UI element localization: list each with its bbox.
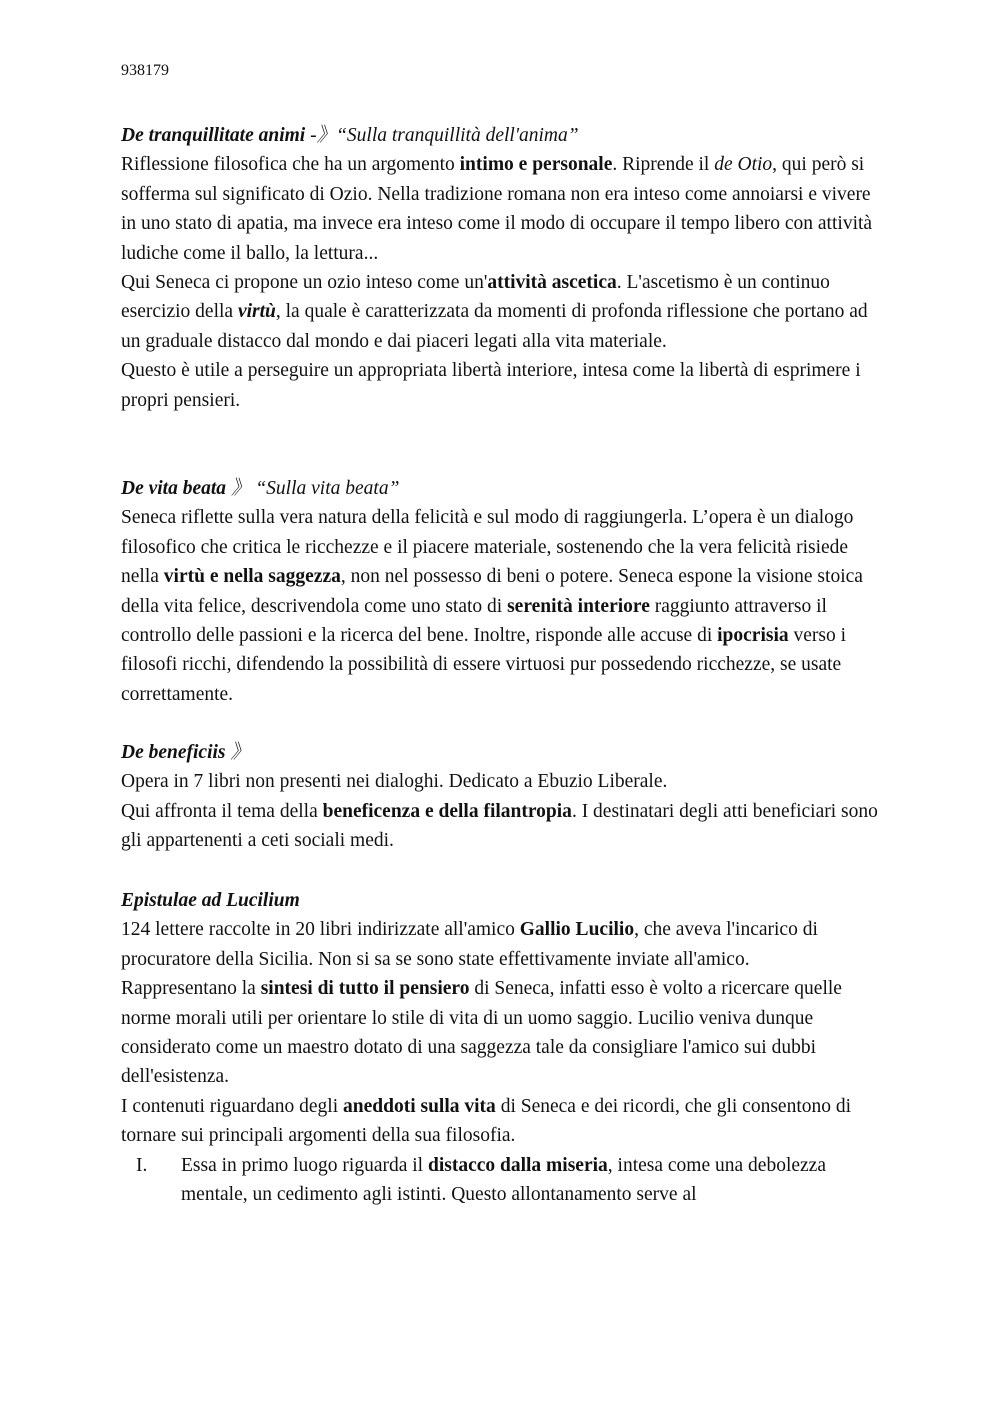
- text-run: di Seneca e dei ricordi, che gli consentono di tornare sui principali argomenti della sua filosofia.: [121, 1095, 852, 1147]
- text-run: Essa in primo luogo riguarda il: [181, 1154, 428, 1176]
- heading-title: De beneficiis: [121, 742, 226, 763]
- text-run: I contenuti riguardano degli: [121, 1095, 344, 1117]
- bold-term: distacco dalla miseria: [427, 1154, 608, 1176]
- bold-term: aneddoti sulla vita: [343, 1095, 496, 1117]
- heading-separator: 》 “: [226, 478, 267, 499]
- bold-italic-term: virtù: [237, 301, 276, 323]
- text-run: . Riprende il: [612, 154, 715, 176]
- italic-term: de Otio: [714, 154, 773, 176]
- text-run: , non nel possesso di beni o potere. Seneca espone la visione stoica della vita felice, descrivendola come uno stato di: [121, 566, 863, 617]
- text-run: , intesa come una debolezza mentale, un cedimento agli istinti. Questo allontanamento serve al: [181, 1154, 826, 1206]
- heading-title: De vita beata: [121, 478, 227, 499]
- bold-term: ipocrisia: [717, 625, 789, 647]
- list-item: [121, 1151, 881, 1210]
- section-heading: [121, 738, 881, 767]
- paragraph: [121, 268, 881, 356]
- paragraph: [121, 503, 881, 709]
- section-de-beneficiis: [121, 738, 881, 856]
- list-marker: I.: [136, 1154, 148, 1176]
- text-run: verso i filosofi ricchi, difendendo la possibilità di essere virtuosi pur possedendo ricchezze, se usate correttamente.: [121, 625, 847, 705]
- paragraph: [121, 797, 881, 856]
- section-de-vita-beata: [121, 474, 881, 709]
- text-run: Qui affronta il tema della: [121, 800, 323, 822]
- document-id: 938179: [121, 62, 169, 79]
- text-run: Rappresentano la: [121, 978, 261, 1000]
- bold-term: intimo e personale: [459, 154, 613, 176]
- bold-term: serenità interiore: [507, 595, 650, 617]
- bold-term: attività ascetica: [487, 272, 617, 294]
- heading-separator: -》: [305, 125, 337, 146]
- text-run: . I destinatari degli atti beneficiari sono gli appartenenti a ceti sociali medi.: [121, 800, 878, 852]
- text-run: Riflessione filosofica che ha un argomento: [121, 154, 460, 176]
- section-de-tranquillitate: [121, 121, 881, 415]
- paragraph: [121, 915, 881, 974]
- heading-title: De tranquillitate animi: [121, 125, 306, 146]
- paragraph: Questo è utile a perseguire un appropriata libertà interiore, intesa come la libertà di esprimere i propri pensieri.: [121, 360, 861, 411]
- heading-subtitle: “Sulla tranquillità dell'anima”: [336, 125, 579, 146]
- roman-list: [121, 1151, 881, 1210]
- text-run: , che aveva l'incarico di procuratore della Sicilia. Non si sa se sono state effettivamente inviate all'amico.: [121, 919, 818, 970]
- section-epistulae: [121, 886, 881, 1209]
- section-heading: [121, 474, 881, 503]
- bold-term: sintesi di tutto il pensiero: [260, 978, 470, 1000]
- bold-term: Gallio Lucilio: [519, 919, 635, 941]
- heading-separator: 》: [225, 742, 250, 763]
- text-run: Qui Seneca ci propone un ozio inteso come un': [121, 272, 488, 294]
- text-run: raggiunto attraverso il controllo delle passioni e la ricerca del bene. Inoltre, risponde alle accuse di: [121, 595, 827, 647]
- bold-term: beneficenza e della filantropia: [322, 800, 572, 822]
- text-run: 124 lettere raccolte in 20 libri indirizzate all'amico: [121, 919, 520, 941]
- bold-term: virtù e nella saggezza: [163, 566, 341, 588]
- text-run: , la quale è caratterizzata da momenti di profonda riflessione che portano ad un graduale distacco dal mondo e dai piaceri legati alla vita materiale.: [121, 301, 868, 352]
- text-run: di Seneca, infatti esso è volto a ricercare quelle norme morali utili per orientare lo stile di vita di un uomo saggio. Lucilio veniva dunque considerato come un maestro dotato di una saggezza tale da consigliare l'amico sui dubbi dell'esistenza.: [121, 978, 842, 1088]
- heading-title: Epistulae ad Lucilium: [121, 890, 300, 911]
- section-heading: [121, 121, 881, 150]
- section-heading: [121, 886, 881, 915]
- paragraph: [121, 974, 881, 1092]
- heading-subtitle: Sulla vita beata: [266, 478, 389, 499]
- paragraph: [121, 150, 881, 268]
- text-run: . L'ascetismo è un continuo esercizio della: [121, 272, 830, 323]
- paragraph: [121, 1092, 881, 1151]
- text-run: Seneca riflette sulla vera natura della felicità e sul modo di raggiungerla. L’opera è un dialogo filosofico che critica le ricchezze e il piacere materiale, sostenendo che la vera felicità risiede nella: [121, 507, 854, 588]
- heading-close-quote: ”: [388, 478, 400, 499]
- paragraph: Opera in 7 libri non presenti nei dialoghi. Dedicato a Ebuzio Liberale.: [121, 771, 668, 793]
- text-run: , qui però si sofferma sul significato di Ozio. Nella tradizione romana non era inteso come annoiarsi e vivere in uno stato di apatia, ma invece era inteso come il modo di occupare il tempo libero con attività ludiche come il ballo, la lettura...: [121, 154, 873, 264]
